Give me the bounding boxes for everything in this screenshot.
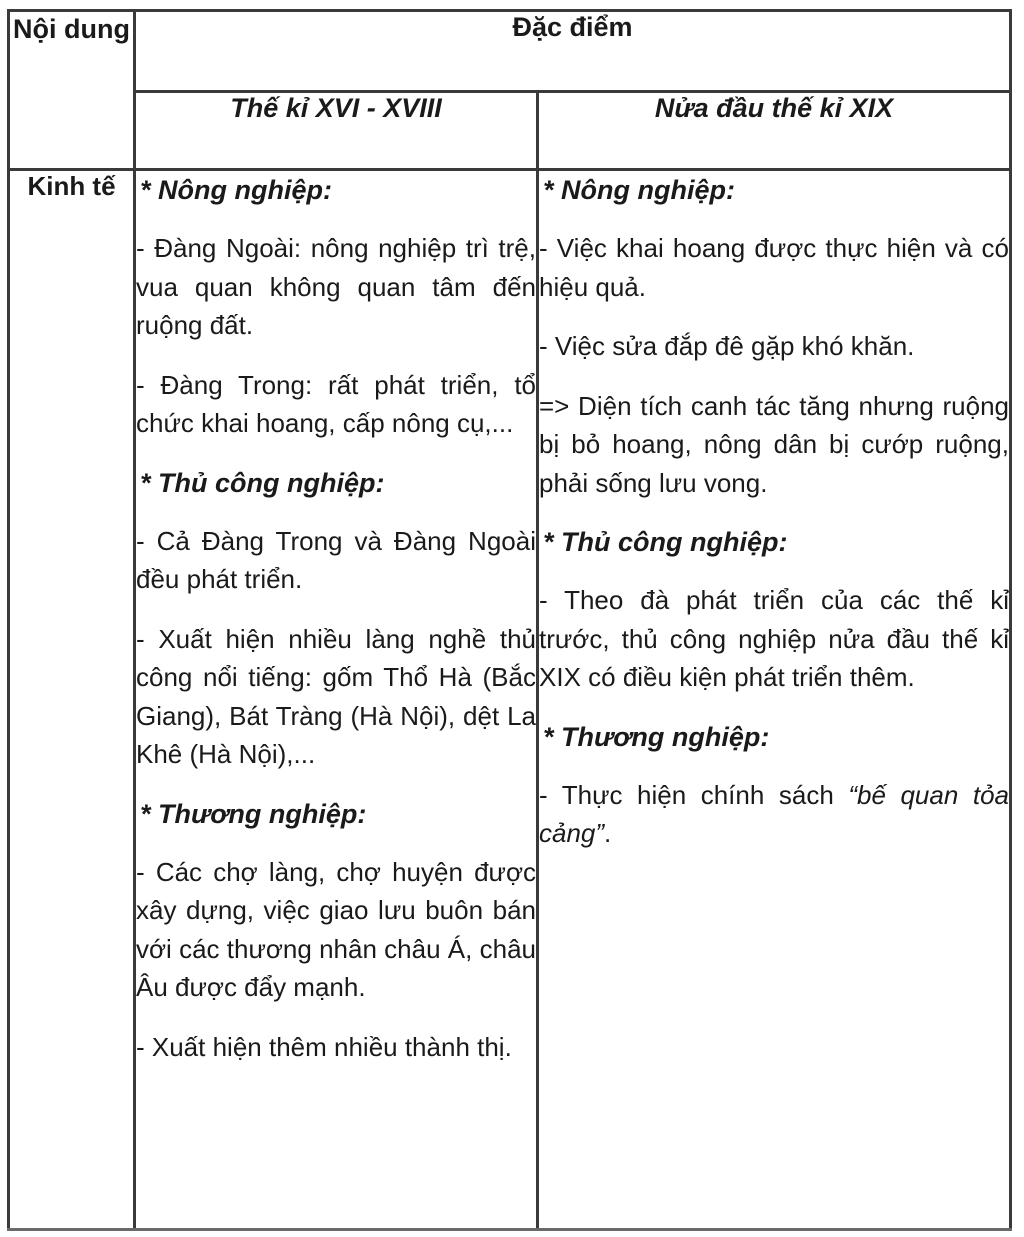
paragraph: - Việc sửa đắp đê gặp khó khăn.: [539, 331, 915, 361]
paragraph: - Việc khai hoang được thực hiện và có hiệu quả.: [539, 233, 1009, 302]
section-title-commerce: * Thương nghiệp:: [543, 721, 770, 752]
policy-prefix: - Thực hiện chính sách: [539, 779, 849, 810]
header-content: Nội dung: [9, 11, 135, 170]
row-label-economy: Kinh tế: [9, 170, 135, 1230]
paragraph: - Xuất hiện nhiều làng nghề thủ công nổi tiếng: gốm Thổ Hà (Bắc Giang), Bát Tràng (Hà Nội), dệt La Khê (Hà Nội),...: [136, 623, 536, 769]
cell-period-early-19: [538, 170, 1011, 1230]
section-title-commerce: * Thương nghiệp:: [140, 798, 367, 829]
paragraph: => Diện tích canh tác tăng nhưng ruộng bị bỏ hoang, nông dân bị cướp ruộng, phải sống lưu vong.: [539, 390, 1009, 498]
paragraph: - Các chợ làng, chợ huyện được xây dựng, việc giao lưu buôn bán với các thương nhân châu Á, châu Âu được đẩy mạnh.: [136, 856, 536, 1002]
header-period-early-19: Nửa đầu thế kỉ XIX: [538, 92, 1011, 170]
comparison-table: [7, 9, 1012, 1231]
paragraph: - Đàng Ngoài: nông nghiệp trì trệ, vua quan không quan tâm đến ruộng đất.: [136, 233, 536, 340]
paragraph: - Xuất hiện thêm nhiều thành thị.: [136, 1031, 512, 1062]
section-title-handicraft: * Thủ công nghiệp:: [140, 467, 385, 498]
comparison-table-wrapper: [7, 9, 1009, 1231]
paragraph: - Theo đà phát triển của các thế kỉ trước, thủ công nghiệp nửa đầu thế kỉ XIX có điều kiện phát triển thêm.: [539, 585, 1009, 692]
section-title-handicraft: * Thủ công nghiệp:: [543, 527, 788, 557]
row-economy: [9, 170, 1011, 1230]
paragraph: - Đàng Trong: rất phát triển, tổ chức khai hoang, cấp nông cụ,...: [136, 369, 536, 438]
section-title-agriculture: * Nông nghiệp:: [543, 175, 735, 205]
cell-period-16-18: [135, 170, 538, 1230]
header-row-2: [9, 92, 1011, 170]
policy-name: “bế quan tỏa cảng”: [539, 779, 1009, 848]
policy-suffix: .: [604, 818, 612, 848]
header-features: Đặc điểm: [135, 11, 1011, 92]
section-title-agriculture: * Nông nghiệp:: [140, 175, 332, 205]
header-period-16-18: Thế kỉ XVI - XVIII: [135, 92, 538, 170]
header-row-1: [9, 11, 1011, 92]
paragraph: - Cả Đàng Trong và Đàng Ngoài đều phát triển.: [136, 525, 536, 594]
paragraph-policy: [539, 776, 1009, 853]
